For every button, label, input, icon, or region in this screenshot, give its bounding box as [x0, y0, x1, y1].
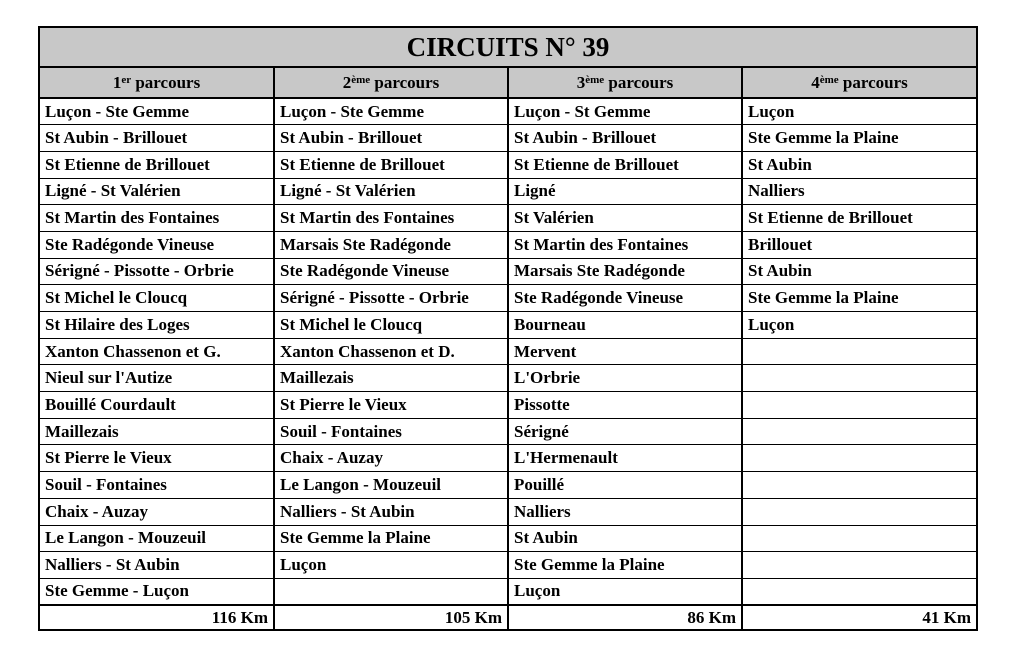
- circuit-stage-cell: Luçon - St Gemme: [508, 98, 742, 125]
- table-row: [40, 338, 976, 365]
- circuit-stage-cell: Souil - Fontaines: [40, 472, 274, 499]
- totals-row: [40, 605, 976, 629]
- circuits-table: [40, 68, 976, 629]
- circuit-stage-cell: Souil - Fontaines: [274, 418, 508, 445]
- header-number: 4: [811, 72, 820, 92]
- circuit-stage-cell: St Aubin: [508, 525, 742, 552]
- column-header-1: [40, 68, 274, 98]
- circuit-stage-cell: St Aubin - Brillouet: [40, 125, 274, 152]
- circuit-stage-cell: Pouillé: [508, 472, 742, 499]
- total-distance: 86 Km: [508, 605, 742, 629]
- circuit-stage-cell: St Etienne de Brillouet: [742, 205, 976, 232]
- circuit-stage-cell: Nalliers - St Aubin: [40, 552, 274, 579]
- circuit-stage-cell: St Michel le Cloucq: [40, 285, 274, 312]
- circuit-stage-cell: Le Langon - Mouzeuil: [40, 525, 274, 552]
- circuit-stage-cell: [742, 445, 976, 472]
- circuit-stage-cell: [742, 472, 976, 499]
- circuit-stage-cell: Luçon - Ste Gemme: [40, 98, 274, 125]
- circuit-stage-cell: Ste Gemme - Luçon: [40, 578, 274, 605]
- table-row: [40, 552, 976, 579]
- circuit-stage-cell: Bouillé Courdault: [40, 392, 274, 419]
- circuit-stage-cell: [742, 418, 976, 445]
- table-row: [40, 231, 976, 258]
- column-header-2: [274, 68, 508, 98]
- total-distance: 105 Km: [274, 605, 508, 629]
- header-number: 3: [576, 72, 586, 92]
- circuit-stage-cell: [742, 392, 976, 419]
- table-row: [40, 285, 976, 312]
- circuit-stage-cell: St Martin des Fontaines: [274, 205, 508, 232]
- table-row: [40, 258, 976, 285]
- table-row: [40, 445, 976, 472]
- circuit-stage-cell: Pissotte: [508, 392, 742, 419]
- circuit-stage-cell: Luçon: [508, 578, 742, 605]
- header-ordinal: ème: [819, 73, 839, 86]
- circuit-stage-cell: Nalliers: [742, 178, 976, 205]
- circuit-stage-cell: Brillouet: [742, 231, 976, 258]
- circuit-stage-cell: Ligné: [508, 178, 742, 205]
- circuit-stage-cell: Maillezais: [274, 365, 508, 392]
- header-ordinal: er: [121, 73, 132, 86]
- circuit-stage-cell: Ste Radégonde Vineuse: [40, 231, 274, 258]
- circuit-stage-cell: Luçon: [742, 312, 976, 339]
- circuit-stage-cell: Ligné - St Valérien: [40, 178, 274, 205]
- circuit-stage-cell: Maillezais: [40, 418, 274, 445]
- circuit-stage-cell: St Etienne de Brillouet: [40, 151, 274, 178]
- header-word: parcours: [842, 72, 908, 92]
- circuit-stage-cell: [742, 338, 976, 365]
- header-number: 2: [342, 72, 352, 92]
- header-number: 1: [112, 72, 122, 92]
- circuit-stage-cell: St Aubin: [742, 151, 976, 178]
- header-word: parcours: [374, 72, 440, 92]
- circuit-stage-cell: Sérigné - Pissotte - Orbrie: [274, 285, 508, 312]
- table-row: [40, 151, 976, 178]
- circuit-stage-cell: St Michel le Cloucq: [274, 312, 508, 339]
- circuit-stage-cell: St Aubin - Brillouet: [508, 125, 742, 152]
- column-header-4: [742, 68, 976, 98]
- total-distance: 41 Km: [742, 605, 976, 629]
- column-header-3: [508, 68, 742, 98]
- circuit-stage-cell: Sérigné: [508, 418, 742, 445]
- total-distance: 116 Km: [40, 605, 274, 629]
- circuit-stage-cell: Mervent: [508, 338, 742, 365]
- circuit-stage-cell: [742, 525, 976, 552]
- circuit-stage-cell: L'Orbrie: [508, 365, 742, 392]
- circuit-stage-cell: Chaix - Auzay: [40, 498, 274, 525]
- table-row: [40, 98, 976, 125]
- table-row: [40, 498, 976, 525]
- circuit-stage-cell: St Etienne de Brillouet: [508, 151, 742, 178]
- circuit-stage-cell: Luçon: [274, 552, 508, 579]
- circuit-stage-cell: Bourneau: [508, 312, 742, 339]
- circuit-stage-cell: St Hilaire des Loges: [40, 312, 274, 339]
- table-row: [40, 365, 976, 392]
- header-word: parcours: [135, 72, 201, 92]
- circuit-stage-cell: Ste Gemme la Plaine: [742, 285, 976, 312]
- circuit-stage-cell: Luçon: [742, 98, 976, 125]
- circuit-stage-cell: L'Hermenault: [508, 445, 742, 472]
- circuit-stage-cell: Nalliers - St Aubin: [274, 498, 508, 525]
- circuit-stage-cell: Chaix - Auzay: [274, 445, 508, 472]
- circuit-stage-cell: Marsais Ste Radégonde: [508, 258, 742, 285]
- table-row: [40, 125, 976, 152]
- circuit-stage-cell: Ste Gemme la Plaine: [508, 552, 742, 579]
- page-title: CIRCUITS N° 39: [40, 28, 976, 68]
- header-ordinal: ème: [585, 73, 605, 86]
- table-row: [40, 178, 976, 205]
- circuit-stage-cell: St Martin des Fontaines: [508, 231, 742, 258]
- circuit-stage-cell: Luçon - Ste Gemme: [274, 98, 508, 125]
- header-ordinal: ème: [351, 73, 371, 86]
- circuit-stage-cell: St Aubin: [742, 258, 976, 285]
- circuit-stage-cell: [274, 578, 508, 605]
- circuit-stage-cell: St Martin des Fontaines: [40, 205, 274, 232]
- circuit-stage-cell: St Pierre le Vieux: [40, 445, 274, 472]
- circuit-stage-cell: Marsais Ste Radégonde: [274, 231, 508, 258]
- circuit-stage-cell: Ste Radégonde Vineuse: [274, 258, 508, 285]
- circuit-stage-cell: St Etienne de Brillouet: [274, 151, 508, 178]
- circuit-stage-cell: St Pierre le Vieux: [274, 392, 508, 419]
- circuit-stage-cell: Ste Radégonde Vineuse: [508, 285, 742, 312]
- table-row: [40, 312, 976, 339]
- circuit-stage-cell: Xanton Chassenon et D.: [274, 338, 508, 365]
- circuit-stage-cell: Xanton Chassenon et G.: [40, 338, 274, 365]
- header-row: [40, 68, 976, 98]
- circuit-stage-cell: [742, 552, 976, 579]
- header-word: parcours: [608, 72, 674, 92]
- circuit-stage-cell: St Valérien: [508, 205, 742, 232]
- circuit-stage-cell: Le Langon - Mouzeuil: [274, 472, 508, 499]
- circuit-stage-cell: [742, 498, 976, 525]
- table-row: [40, 392, 976, 419]
- table-row: [40, 205, 976, 232]
- table-row: [40, 472, 976, 499]
- table-row: [40, 578, 976, 605]
- circuit-stage-cell: Nalliers: [508, 498, 742, 525]
- circuit-stage-cell: [742, 365, 976, 392]
- circuit-stage-cell: Nieul sur l'Autize: [40, 365, 274, 392]
- circuit-stage-cell: [742, 578, 976, 605]
- circuits-table-frame: [38, 26, 978, 631]
- table-row: [40, 525, 976, 552]
- circuit-stage-cell: St Aubin - Brillouet: [274, 125, 508, 152]
- circuit-stage-cell: Sérigné - Pissotte - Orbrie: [40, 258, 274, 285]
- circuit-stage-cell: Ste Gemme la Plaine: [274, 525, 508, 552]
- table-row: [40, 418, 976, 445]
- circuit-stage-cell: Ste Gemme la Plaine: [742, 125, 976, 152]
- circuit-stage-cell: Ligné - St Valérien: [274, 178, 508, 205]
